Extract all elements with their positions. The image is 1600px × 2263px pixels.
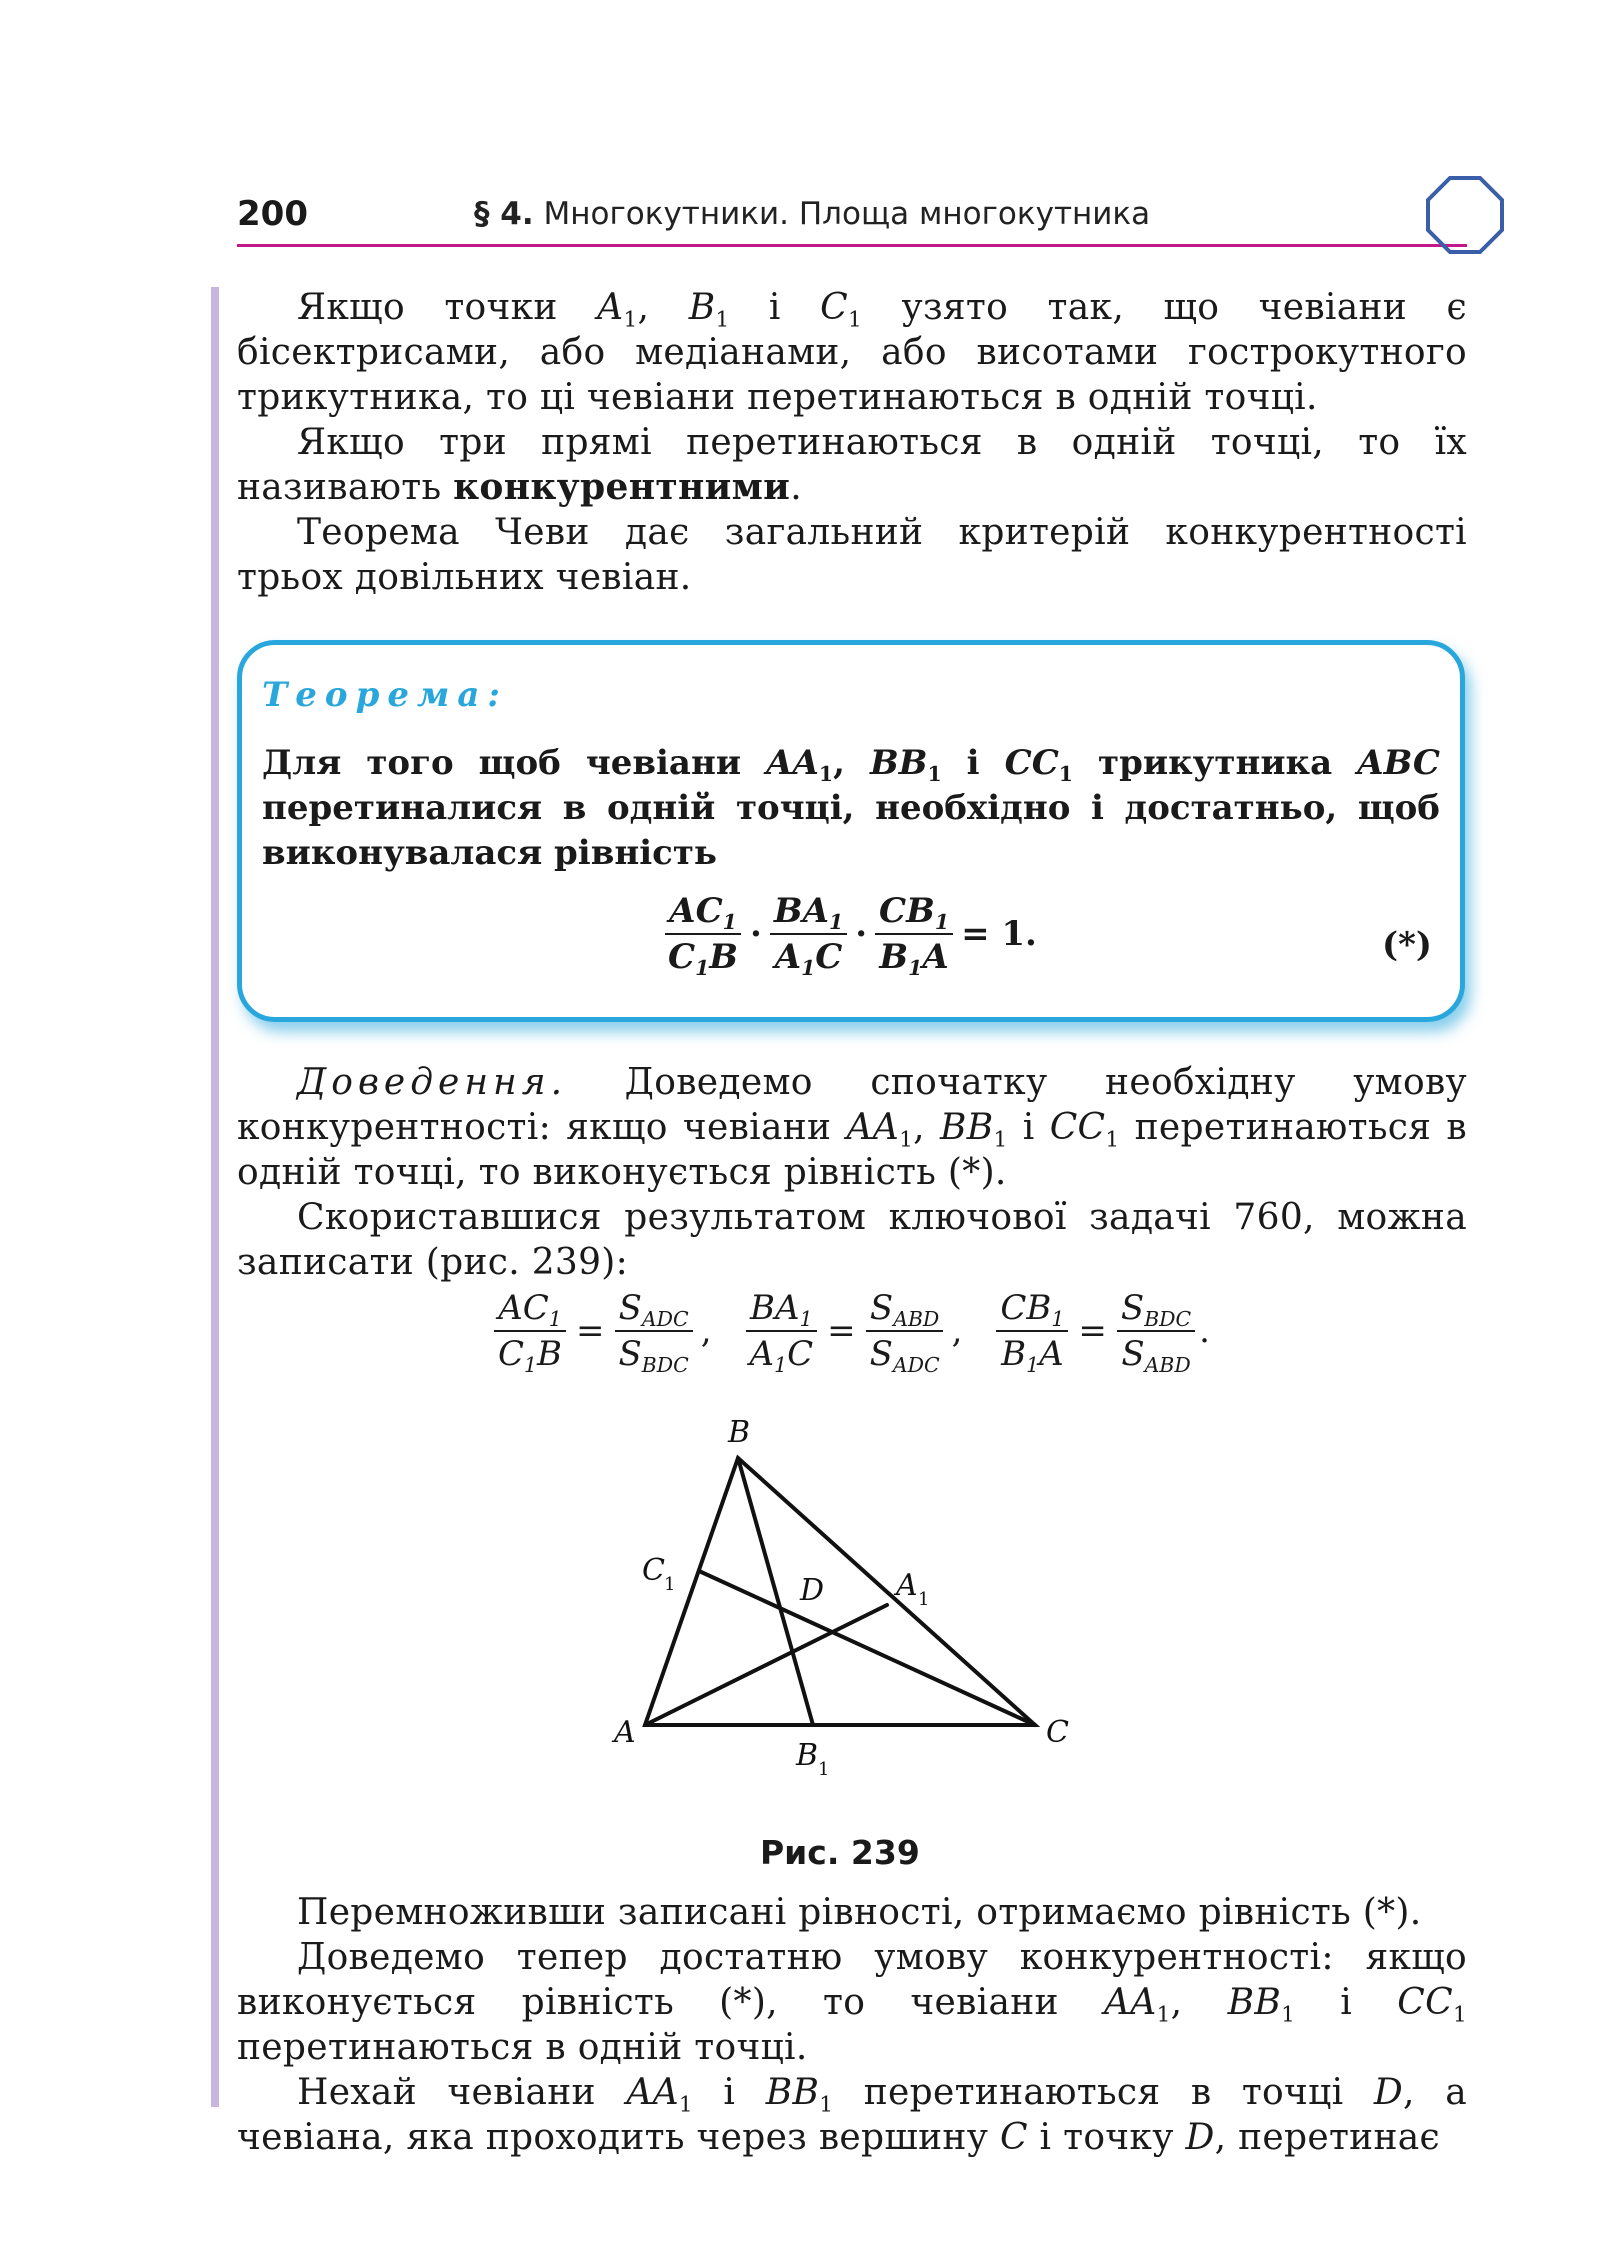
intro-paragraph-2: Якщо три прямі перетинаються в одній точці, то їх називають конкурентними. <box>237 422 1467 508</box>
page-number: 200 <box>237 194 308 234</box>
fraction: $\frac{CB_1}{B_1A}$ <box>996 1288 1068 1374</box>
formula-label: (*) <box>1382 925 1432 965</box>
proof-block <box>237 1060 1467 1285</box>
triangle-abc <box>645 1458 1035 1725</box>
label-a: A <box>614 1715 636 1750</box>
fraction: $\frac{AC_1}{C_1B}$ <box>494 1288 566 1374</box>
theorem-title: Теорема: <box>262 675 508 715</box>
label-d: D <box>800 1573 825 1608</box>
section-title: § 4. Многокутники. Площа многокутника <box>474 196 1151 232</box>
header-rule <box>237 244 1467 247</box>
svg-text:1: 1 <box>818 1759 830 1780</box>
intro-paragraph-3: Теорема Чеви дає загальний критерій конкурентності трьох довільних чевіан. <box>237 512 1467 598</box>
svg-text:1: 1 <box>918 1589 930 1610</box>
sidebar-bar <box>211 287 219 2107</box>
figure-caption: Рис. 239 <box>760 1833 920 1872</box>
label-b1: B <box>796 1738 819 1773</box>
theorem-box <box>237 640 1465 1022</box>
label-a1: A <box>896 1568 918 1603</box>
closing-paragraph-1: Перемноживши записані рівності, отримаємо рівність (*). <box>297 1892 1422 1933</box>
theorem-statement: Для того щоб чевіани $AA_1$, $BB_1$ і $CC_1$ трикутника ABC перетиналися в одній точці, необхідно і достатньо, щоб виконувалася рівність <box>262 743 1440 873</box>
fraction: $\frac{S_{BDC}}{S_{ABD}}$ <box>1117 1288 1195 1374</box>
fraction: $\frac{BA_1}{A_1C}$ <box>746 1288 818 1374</box>
octagon-icon <box>1420 170 1510 260</box>
closing-block <box>237 1890 1467 2160</box>
intro-paragraph-1: Якщо точки $A_1$, $B_1$ і $C_1$ узято так, що чевіани є бісектрисами, або медіанами, або висотами гострокутного трикутника, то ці чевіани перетинаються в одній точці. <box>237 287 1467 418</box>
closing-paragraph-2: Доведемо тепер достатню умову конкурентності: якщо виконується рівність (*), то чевіани $AA_1$, $BB_1$ і $CC_1$ перетинаються в одній точці. <box>237 1937 1467 2068</box>
proof-paragraph-1: Доведення. Доведемо спочатку необхідну умову конкурентності: якщо чевіани $AA_1$, $BB_1$ і $CC_1$ перетинаються в одній точці, то виконується рівність (*). <box>237 1062 1467 1193</box>
label-c: C <box>1046 1715 1069 1750</box>
fraction: $\frac{BA_1}{A_1C}$ <box>770 891 847 977</box>
equals-one: = 1. <box>961 914 1037 954</box>
fraction: $\frac{S_{ABD}}{S_{ADC}}$ <box>866 1288 944 1374</box>
triangle-figure <box>600 1420 1080 1800</box>
label-c1: C <box>642 1553 665 1588</box>
fraction: $\frac{CB_1}{B_1A}$ <box>875 891 953 977</box>
fraction: $\frac{S_{ADC}}{S_{BDC}}$ <box>615 1288 693 1374</box>
intro-block <box>237 285 1467 600</box>
svg-text:1: 1 <box>664 1574 676 1595</box>
proof-paragraph-2: Скориставшися результатом ключової задачі 760, можна записати (рис. 239): <box>237 1197 1467 1283</box>
cevian-cc1 <box>699 1571 1035 1725</box>
ceva-formula: $\frac{AC_1}{C_1B}$ · $\frac{BA_1}{A_1C}$ · $\frac{CB_1}{B_1A}$ = 1. <box>660 891 1041 977</box>
area-ratio-formulas: $\frac{AC_1}{C_1B}$ = $\frac{S_{ADC}}{S_{BDC}}$ , $\frac{BA_1}{A_1C}$ = $\frac{S_{ABD}}{S_{ADC}}$ , $\frac{CB_1}{B_1A}$ = $\frac{S_{BDC}}{S_{ABD}}$ . <box>490 1288 1210 1374</box>
fraction: $\frac{AC_1}{C_1B}$ <box>664 891 742 977</box>
label-b: B <box>728 1420 751 1450</box>
closing-paragraph-3: Нехай чевіани $AA_1$ і $BB_1$ перетинаються в точці D, а чевіана, яка проходить через вершину C і точку D, перетинає <box>237 2072 1467 2158</box>
